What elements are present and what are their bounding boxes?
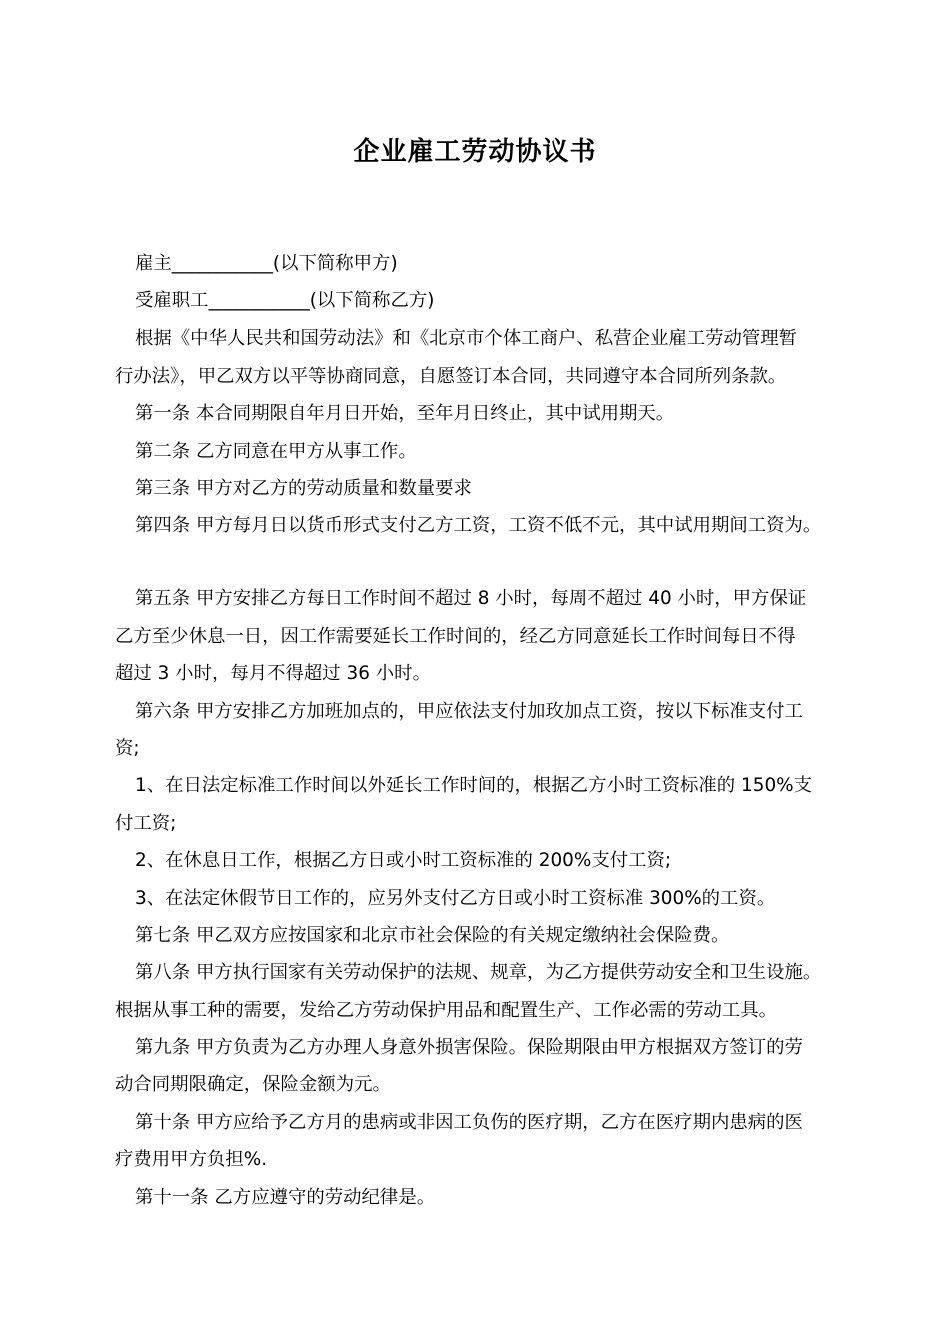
- article-10-line-2: 疗费用甲方负担%.: [115, 1149, 268, 1170]
- clause-1-line-1: 1、在日法定标准工作时间以外延长工作时间的，根据乙方小时工资标准的 150%支: [135, 775, 813, 796]
- article-5-line-2: 乙方至少休息一日，因工作需要延长工作时间的，经乙方同意延长工作时间每日不得: [115, 626, 796, 647]
- article-8-line-2: 根据从事工种的需要，发给乙方劳动保护用品和配置生产、工作必需的劳动工具。: [115, 1000, 778, 1021]
- employer-line: 雇主___________(以下简称甲方): [135, 253, 398, 274]
- preamble-line-1: 根据《中华人民共和国劳动法》和《北京市个体工商户、私营企业雇工劳动管理暂: [135, 328, 798, 349]
- clause-2: 2、在休息日工作，根据乙方日或小时工资标准的 200%支付工资;: [135, 850, 672, 871]
- article-9-line-2: 动合同期限确定，保险金额为元。: [115, 1074, 391, 1095]
- article-9-line-1: 第九条 甲方负责为乙方办理人身意外损害保险。保险期限由甲方根据双方签订的劳: [135, 1037, 803, 1058]
- article-3: 第三条 甲方对乙方的劳动质量和数量要求: [135, 478, 472, 499]
- employee-line: 受雇职工___________(以下简称乙方): [135, 290, 435, 311]
- article-6-line-1: 第六条 甲方安排乙方加班加点的，甲应依法支付加玫加点工资，按以下标准支付工: [135, 701, 803, 722]
- article-5-line-1: 第五条 甲方安排乙方每日工作时间不超过 8 小时，每周不超过 40 小时，甲方保证: [135, 588, 807, 609]
- preamble-line-2: 行办法》，甲乙双方以平等协商同意，自愿签订本合同，共同遵守本合同所列条款。: [115, 366, 787, 387]
- article-8-line-1: 第八条 甲方执行国家有关劳动保护的法规、规章，为乙方提供劳动安全和卫生设施。: [135, 962, 822, 983]
- clause-3: 3、在法定休假节日工作的，应另外支付乙方日或小时工资标准 300%的工资。: [135, 888, 776, 909]
- article-11: 第十一条 乙方应遵守的劳动纪律是。: [135, 1187, 436, 1208]
- article-7: 第七条 甲乙双方应按国家和北京市社会保险的有关规定缴纳社会保险费。: [135, 925, 730, 946]
- article-5-line-3: 超过 3 小时，每月不得超过 36 小时。: [115, 663, 431, 684]
- article-2: 第二条 乙方同意在甲方从事工作。: [135, 441, 417, 462]
- article-10-line-1: 第十条 甲方应给予乙方月的患病或非因工负伤的医疗期，乙方在医疗期内患病的医: [135, 1112, 803, 1133]
- article-4: 第四条 甲方每月日以货币形式支付乙方工资，工资不低不元，其中试用期间工资为。: [135, 515, 822, 536]
- document-title: 企业雇工劳动协议书: [353, 137, 597, 167]
- article-1: 第一条 本合同期限自年月日开始，至年月日终止，其中试用期天。: [135, 403, 675, 424]
- clause-1-line-2: 付工资;: [115, 813, 177, 834]
- article-6-line-2: 资;: [115, 738, 140, 759]
